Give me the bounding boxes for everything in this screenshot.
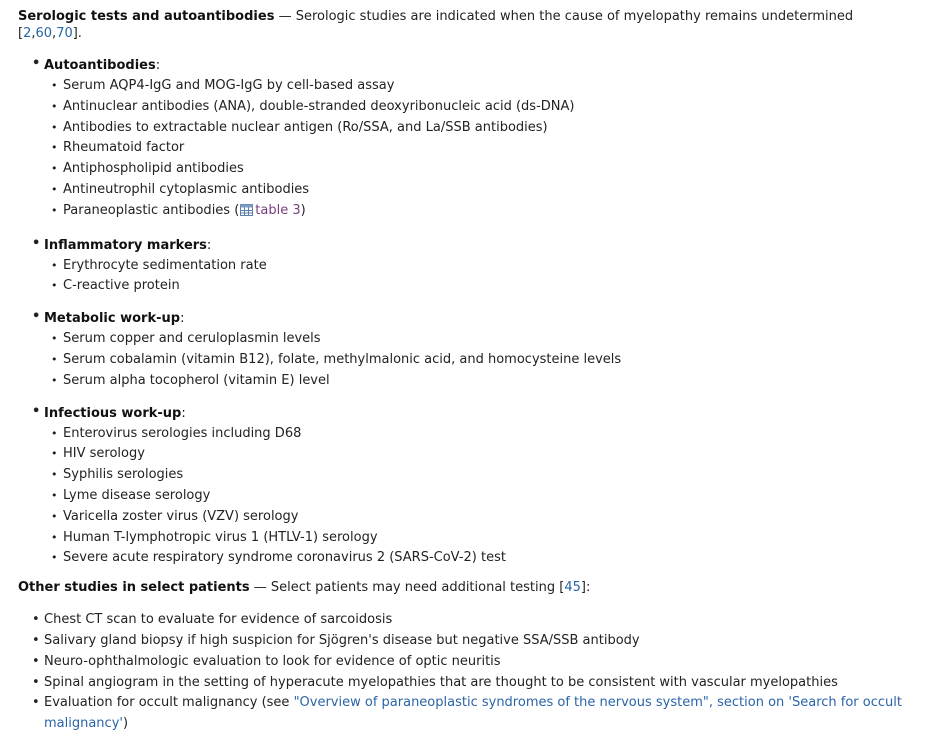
list-item: • Evaluation for occult malignancy (see "Overview of paraneoplastic syndromes of the nervous system", section on 'Search for occult malignancy') bbox=[30, 693, 914, 735]
list-item: • Antiphospholipid antibodies bbox=[49, 159, 914, 180]
group-metabolic-workup: • Metabolic work-up: • Serum copper and ceruloplasmin levels • Serum cobalamin (vitamin B12), folate, methylmalonic acid, and homocysteine levels • Serum alpha tocopherol (vitamin E) level bbox=[30, 309, 914, 391]
list-item: • Salivary gland biopsy if high suspicion for Sjögren's disease but negative SSA/SSB antibody bbox=[30, 631, 914, 652]
other-studies-list bbox=[18, 610, 914, 735]
section-heading: Other studies in select patients bbox=[18, 580, 250, 596]
list-item: • Severe acute respiratory syndrome coronavirus 2 (SARS-CoV-2) test bbox=[49, 548, 914, 569]
reference-link[interactable]: 45 bbox=[564, 580, 581, 596]
reference-link[interactable]: 60 bbox=[35, 26, 53, 41]
topic-link[interactable]: "Overview of paraneoplastic syndromes of the nervous system", section on 'Search for occult malignancy' bbox=[44, 695, 902, 732]
list-item: • HIV serology bbox=[49, 444, 914, 465]
table-icon[interactable] bbox=[240, 203, 253, 224]
list-item: • Antineutrophil cytoplasmic antibodies bbox=[49, 180, 914, 201]
reference-link[interactable]: 70 bbox=[56, 26, 73, 41]
other-studies-intro: Other studies in select patients — Select patients may need additional testing [45]: bbox=[18, 580, 591, 596]
section-heading: Serologic tests and autoantibodies bbox=[18, 9, 275, 24]
inflammatory-list bbox=[44, 256, 914, 298]
intro-text: Serologic studies are indicated when the cause of myelopathy remains undetermined bbox=[295, 9, 854, 24]
list-item: • Chest CT scan to evaluate for evidence of sarcoidosis bbox=[30, 610, 914, 631]
list-item: • Lyme disease serology bbox=[49, 486, 914, 507]
list-item: • Antinuclear antibodies (ANA), double-stranded deoxyribonucleic acid (ds-DNA) bbox=[49, 97, 914, 118]
list-item: • Erythrocyte sedimentation rate bbox=[49, 256, 914, 277]
autoantibodies-list bbox=[44, 76, 914, 224]
list-item: • Serum copper and ceruloplasmin levels bbox=[49, 329, 914, 350]
serologic-groups bbox=[18, 56, 914, 569]
list-item: • C-reactive protein bbox=[49, 276, 914, 297]
list-item: • Spinal angiogram in the setting of hyperacute myelopathies that are thought to be consistent with vascular myelopathies bbox=[30, 673, 914, 694]
intro-text: Select patients may need additional testing bbox=[270, 580, 560, 596]
metabolic-list bbox=[44, 329, 914, 391]
group-label: Metabolic work-up bbox=[44, 311, 181, 327]
list-item: • Serum cobalamin (vitamin B12), folate, methylmalonic acid, and homocysteine levels bbox=[49, 350, 914, 371]
group-inflammatory-markers: • Inflammatory markers: • Erythrocyte sedimentation rate • C-reactive protein bbox=[30, 236, 914, 298]
reference-link[interactable]: 2 bbox=[23, 26, 32, 41]
table-link[interactable]: table 3 bbox=[255, 202, 301, 218]
list-item: • Serum AQP4-IgG and MOG-IgG by cell-based assay bbox=[49, 76, 914, 97]
list-item: • Human T-lymphotropic virus 1 (HTLV-1) serology bbox=[49, 528, 914, 549]
group-label: Autoantibodies bbox=[44, 58, 156, 73]
list-item: • Paraneoplastic antibodies ( table 3) bbox=[49, 201, 914, 224]
group-autoantibodies: • Autoantibodies: • Serum AQP4-IgG and MOG-IgG by cell-based assay • Antinuclear antibodies (ANA), double-stranded deoxyribonucleic acid (ds-DNA) • Antibodies to extractable nuclear antigen (Ro/SSA, and La/SSB antibodies) • Rheumatoid factor • Antiphospholipid antibodies • Antineutrophil cytoplasmic antibodies • Paraneoplastic antibodies ( table 3) bbox=[30, 56, 914, 224]
serologic-intro: Serologic tests and autoantibodies — Serologic studies are indicated when the cause of myelopathy remains undetermined [2,60,70]. bbox=[18, 9, 854, 41]
infectious-list bbox=[44, 424, 914, 570]
group-label: Inflammatory markers bbox=[44, 237, 207, 253]
list-item: • Rheumatoid factor bbox=[49, 138, 914, 159]
list-item: • Serum alpha tocopherol (vitamin E) level bbox=[49, 371, 914, 392]
list-item: • Neuro-ophthalmologic evaluation to look for evidence of optic neuritis bbox=[30, 652, 914, 673]
list-item: • Antibodies to extractable nuclear antigen (Ro/SSA, and La/SSB antibodies) bbox=[49, 118, 914, 139]
list-item: • Syphilis serologies bbox=[49, 465, 914, 486]
group-label: Infectious work-up bbox=[44, 405, 182, 421]
list-item: • Varicella zoster virus (VZV) serology bbox=[49, 507, 914, 528]
list-item: • Enterovirus serologies including D68 bbox=[49, 424, 914, 445]
group-infectious-workup: • Infectious work-up: • Enterovirus serologies including D68 • HIV serology • Syphilis serologies • Lyme disease serology • Varicella zoster virus (VZV) serology • Human T-lymphotropic virus 1 (HTLV-1) serology • Severe acute respiratory syndrome coronavirus 2 (SARS-CoV-2) test bbox=[30, 404, 914, 570]
